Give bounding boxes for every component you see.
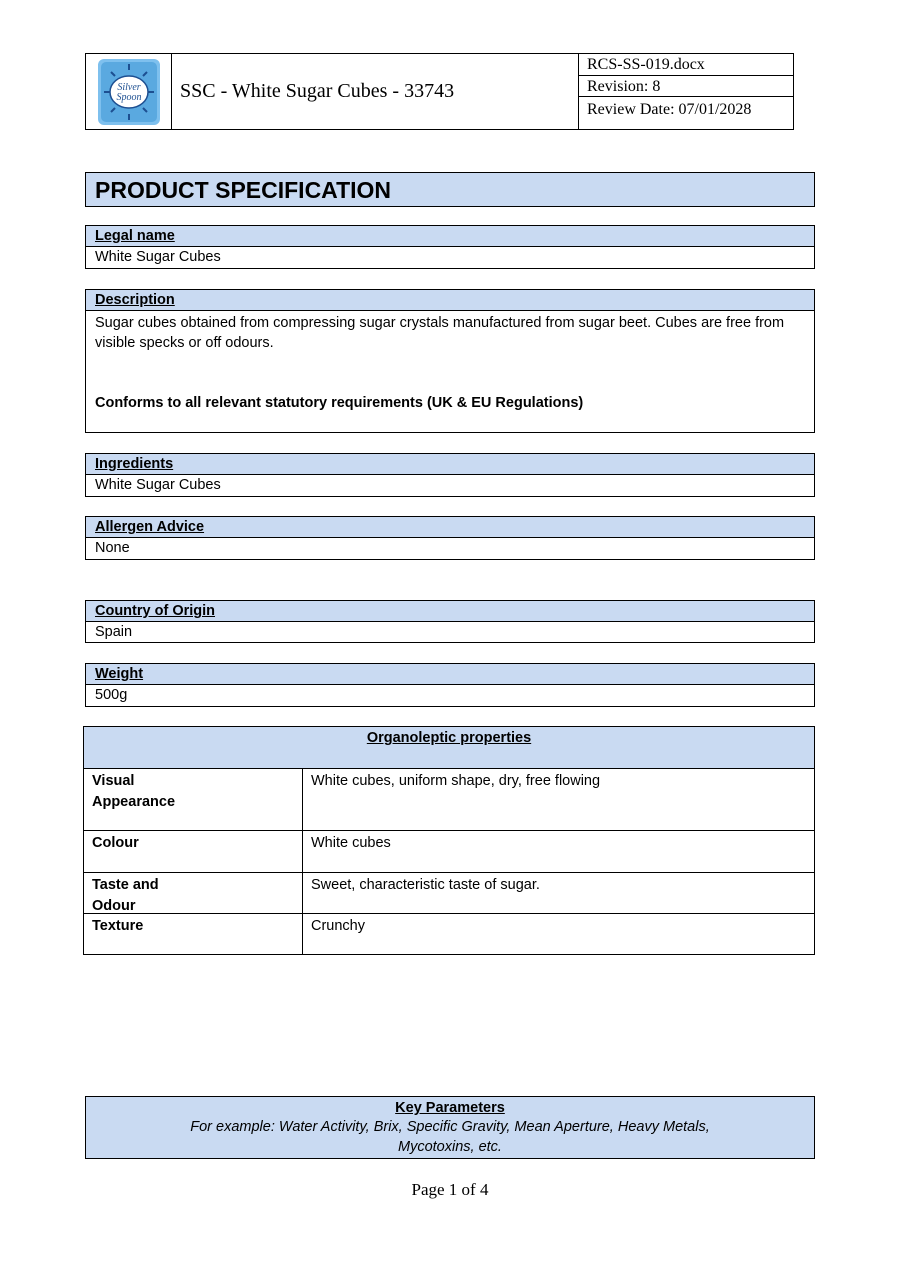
svg-text:Silver: Silver (117, 82, 141, 93)
key-parameters-heading: Key Parameters (395, 1100, 505, 1116)
property-label: Texture (84, 914, 303, 954)
ingredients-value: White Sugar Cubes (85, 475, 815, 497)
organoleptic-table (83, 726, 815, 955)
table-row (84, 873, 814, 914)
origin-heading: Country of Origin (85, 600, 815, 622)
description-heading: Description (85, 289, 815, 311)
weight-heading: Weight (85, 663, 815, 685)
allergen-value: None (85, 538, 815, 560)
weight-value: 500g (85, 685, 815, 707)
organoleptic-heading: Organoleptic properties (84, 727, 814, 769)
description-body (85, 311, 815, 433)
document-title: SSC - White Sugar Cubes - 33743 (172, 54, 579, 129)
product-specification-banner: PRODUCT SPECIFICATION (85, 172, 815, 207)
property-value: Crunchy (311, 918, 365, 934)
table-row (84, 831, 814, 873)
table-row (84, 769, 814, 831)
property-value: White cubes, uniform shape, dry, free flowing (311, 773, 601, 789)
property-value: White cubes (311, 835, 391, 851)
document-header (85, 53, 794, 130)
key-parameters-box (85, 1096, 815, 1159)
key-parameters-text: For example: Water Activity, Brix, Specific Gravity, Mean Aperture, Heavy Metals, Mycotoxins, etc. (190, 1119, 710, 1155)
logo-cell (86, 54, 172, 129)
origin-value: Spain (85, 622, 815, 643)
property-value: Sweet, characteristic taste of sugar. (311, 877, 540, 893)
page-number: Page 1 of 4 (411, 1180, 489, 1199)
conformance-statement: Conforms to all relevant statutory requirements (UK & EU Regulations) (95, 395, 584, 411)
ingredients-heading: Ingredients (85, 453, 815, 475)
property-label: Visual Appearance (92, 773, 176, 810)
document-meta (579, 54, 793, 129)
property-label: Taste and Odour (92, 877, 159, 914)
legal-name-value: White Sugar Cubes (85, 247, 815, 269)
silver-spoon-logo (86, 54, 172, 129)
doc-ref: RCS-SS-019.docx (579, 54, 793, 76)
table-row (84, 914, 814, 954)
legal-name-heading: Legal name (85, 225, 815, 247)
property-label: Colour (84, 831, 303, 872)
allergen-heading: Allergen Advice (85, 516, 815, 538)
svg-text:Spoon: Spoon (116, 92, 142, 103)
revision: Revision: 8 (579, 76, 793, 97)
description-text: Sugar cubes obtained from compressing sugar crystals manufactured from sugar beet. Cubes are free from visible specks or off odours. (95, 315, 785, 351)
review-date: Review Date: 07/01/2028 (587, 101, 752, 118)
